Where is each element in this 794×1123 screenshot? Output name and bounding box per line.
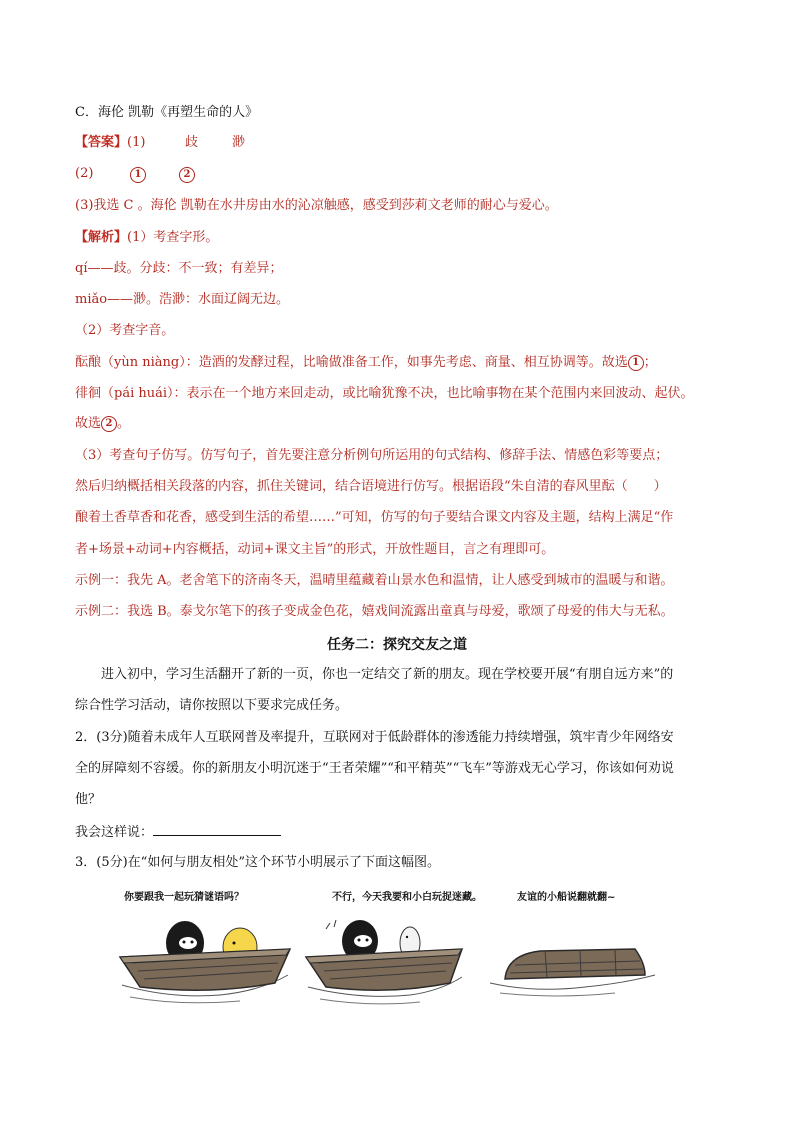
analysis-yunniang-text: 酝酿（yùn niàng）：造酒的发酵过程，比喻做准备工作，如事先考虑、商量、相互协调等。故选 [75, 355, 628, 370]
analysis-part-1-title: (1）考查字形。 [127, 230, 219, 245]
analysis-paihuai-choice-end: 。 [117, 416, 131, 431]
analysis-paihuai-line: 徘徊（pái huái）：表示在一个地方来回走动，或比喻犹豫不决，也比喻事物在某个范围内来回波动、起伏。 [75, 386, 694, 401]
answer-line-3: (3)我选 C 。海伦 凯勒在水井房由水的沁凉触感，感受到莎莉文老师的耐心与爱心。 [75, 198, 558, 213]
question-2-answer-prompt: 我会这样说： [75, 825, 154, 840]
analysis-label: 【解析】 [75, 230, 128, 245]
analysis-miao-line: miǎo——渺。浩渺：水面辽阔无边。 [75, 292, 290, 307]
answer-blank[interactable] [153, 821, 281, 836]
analysis-qi-line: qí——歧。分歧：不一致；有差异； [75, 261, 283, 276]
analysis-part-3-line-3: 酿着土香草香和花香，感受到生活的希望……”可知，仿写的句子要结合课文内容及主题，结构上满足“作 [75, 510, 674, 525]
answer-1-char-a: 歧 [185, 135, 199, 150]
analysis-yunniang-circle: 1 [628, 355, 644, 371]
analysis-header [75, 228, 218, 248]
option-c-line: C．海伦 凯勒《再塑生命的人》 [75, 105, 259, 120]
answer-label: 【答案】 [75, 135, 128, 150]
analysis-part-3-line-2: 然后归纳概括相关段落的内容，抓住关键词，结合语境进行仿写。根据语段“朱自清的春风里酝（ ） [75, 479, 667, 494]
comic-panel-3-illustration [485, 935, 660, 1000]
analysis-part-3-line-4: 者+场景+动词+内容概括，动词+课文主旨”的形式，开放性题目，言之有理即可。 [75, 542, 555, 557]
analysis-part-2-title: （2）考查字音。 [75, 323, 175, 338]
task-intro-line-2: 综合性学习活动，请你按照以下要求完成任务。 [75, 698, 349, 713]
answer-1-number: (1) [127, 135, 146, 150]
answer-line-1 [75, 133, 246, 153]
analysis-paihuai-choice [75, 414, 130, 434]
example-two: 示例二：我选 B。泰戈尔笔下的孩子变成金色花，嬉戏间流露出童真与母爱，歌颂了母爱的伟大与无私。 [75, 604, 674, 619]
comic-panel-3-caption: 友谊的小船说翻就翻~ [517, 892, 616, 903]
analysis-yunniang-end: ； [643, 355, 657, 370]
analysis-paihuai-circle: 2 [101, 416, 117, 432]
capsized-boat [505, 949, 645, 979]
analysis-yunniang-line [75, 353, 657, 373]
question-2-answer-line [75, 821, 281, 843]
question-2-line-1: 2．(3分)随着未成年人互联网普及率提升，互联网对于低龄群体的渗透能力持续增强，筑牢青少年网络安 [75, 730, 674, 745]
question-2-line-2: 全的屏障刻不容缓。你的新朋友小明沉迷于“王者荣耀”“和平精英”“飞车”等游戏无心学习，你该如何劝说 [75, 761, 674, 776]
comic-panel-1-illustration [110, 905, 300, 1010]
answer-2-circle-1: 1 [130, 167, 146, 183]
analysis-paihuai-choice-text: 故选 [75, 416, 102, 431]
task-two-title: 任务二：探究交友之道 [327, 637, 467, 653]
analysis-part-3-line-1: （3）考查句子仿写。仿写句子，首先要注意分析例句所运用的句式结构、修辞手法、情感色彩等要点； [75, 448, 669, 463]
answer-line-2 [75, 164, 191, 184]
example-one: 示例一：我先 A。老舍笔下的济南冬天，温晴里蕴藏着山景水色和温情，让人感受到城市的温暖与和谐。 [75, 573, 674, 588]
answer-1-char-b: 渺 [232, 135, 246, 150]
answer-2-circle-2: 2 [179, 167, 195, 183]
comic-panel-2-illustration [300, 905, 470, 1010]
answer-2-number: (2) [75, 166, 94, 181]
question-2-line-3: 他？ [75, 792, 102, 807]
question-3-line: 3．(5分)在“如何与朋友相处”这个环节小明展示了下面这幅图。 [75, 855, 440, 870]
task-intro-line-1: 进入初中，学习生活翻开了新的一页，你也一定结交了新的朋友。现在学校要开展“有朋自远方来”的 [75, 667, 674, 682]
comic-panel-2-caption: 不行，今天我要和小白玩捉迷藏。 [332, 892, 482, 903]
comic-panel-1-caption: 你要跟我一起玩猜谜语吗？ [124, 892, 244, 903]
